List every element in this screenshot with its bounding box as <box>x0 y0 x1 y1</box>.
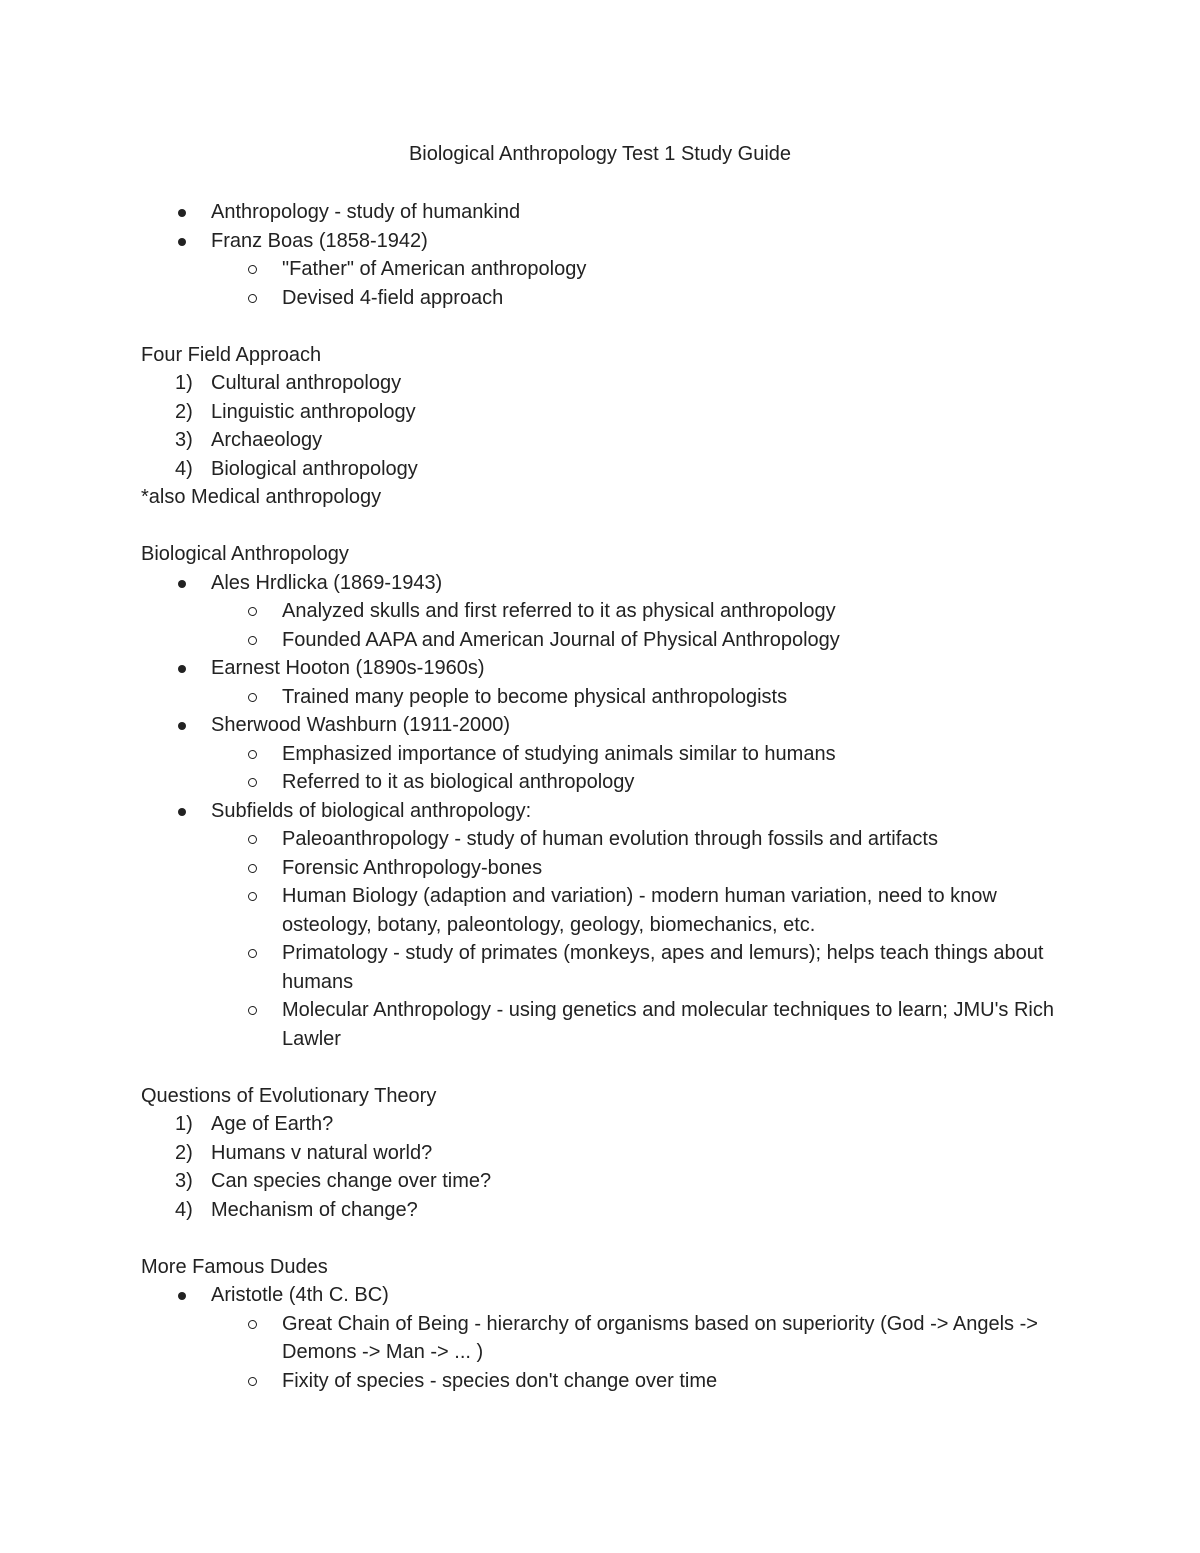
sub-list-item <box>141 626 1081 655</box>
list-item <box>141 711 1081 740</box>
sub-list-item <box>141 1367 1081 1396</box>
sub-list-item <box>141 825 1081 854</box>
sub-list-item-text: Analyzed skulls and first referred to it as physical anthropology <box>282 600 836 622</box>
section-heading: Questions of Evolutionary Theory <box>141 1084 437 1107</box>
section-heading: Four Field Approach <box>141 343 322 366</box>
sub-list-item <box>141 882 1081 939</box>
sub-list-item <box>141 597 1081 626</box>
circle-bullet-icon <box>248 778 257 787</box>
circle-bullet-icon <box>248 1320 257 1329</box>
document-title: Biological Anthropology Test 1 Study Guide <box>408 143 792 165</box>
sub-list-item-text: Primatology - study of primates (monkeys, apes and lemurs); helps teach things about humans <box>282 942 1044 993</box>
sub-list-item <box>141 255 1081 284</box>
section-note: *also Medical anthropology <box>141 486 382 508</box>
circle-bullet-icon <box>248 892 257 901</box>
numbered-item-text: Humans v natural world? <box>211 1141 433 1164</box>
list-item-text: Aristotle (4th C. BC) <box>211 1284 389 1306</box>
sub-list-item-text: Forensic Anthropology-bones <box>282 856 543 879</box>
item-number: 3) <box>175 1170 193 1192</box>
sub-list-item-text: "Father" of American anthropology <box>282 258 587 280</box>
numbered-item-text: Linguistic anthropology <box>211 400 416 423</box>
bullet-icon <box>178 580 186 588</box>
document-body <box>141 198 1081 1395</box>
item-number: 1) <box>175 372 193 394</box>
numbered-item <box>141 1110 1081 1139</box>
sub-list-item-text: Referred to it as biological anthropology <box>282 771 635 793</box>
bullet-icon <box>178 665 186 673</box>
sub-list-item <box>141 768 1081 797</box>
numbered-item-text: Age of Earth? <box>211 1113 334 1135</box>
numbered-item-text: Archaeology <box>211 429 323 451</box>
numbered-item <box>141 369 1081 398</box>
list-item-text: Sherwood Washburn (1911-2000) <box>211 714 511 736</box>
list-item <box>141 198 1081 227</box>
sub-list-item <box>141 284 1081 313</box>
circle-bullet-icon <box>248 607 257 616</box>
circle-bullet-icon <box>248 949 257 958</box>
sub-list-item-text: Molecular Anthropology - using genetics and molecular techniques to learn; JMU's Rich Lawler <box>282 999 1054 1050</box>
sub-list-item <box>141 996 1081 1053</box>
bullet-icon <box>178 209 186 217</box>
sub-list-item <box>141 854 1081 883</box>
circle-bullet-icon <box>248 636 257 645</box>
numbered-item-text: Can species change over time? <box>211 1170 492 1192</box>
numbered-item <box>141 455 1081 484</box>
bullet-icon <box>178 808 186 816</box>
numbered-item <box>141 1196 1081 1225</box>
numbered-item <box>141 398 1081 427</box>
circle-bullet-icon <box>248 294 257 303</box>
numbered-item <box>141 426 1081 455</box>
list-item <box>141 1281 1081 1310</box>
sub-list-item-text: Devised 4-field approach <box>282 286 504 309</box>
sub-list-item <box>141 683 1081 712</box>
sub-list-item-text: Human Biology (adaption and variation) - modern human variation, need to know osteology, botany, paleontology, geology, biomechanics, etc. <box>282 885 997 936</box>
list-item <box>141 797 1081 826</box>
item-number: 2) <box>175 1141 193 1164</box>
section-heading: More Famous Dudes <box>141 1255 328 1278</box>
sub-list-item-text: Fixity of species - species don't change over time <box>282 1369 718 1392</box>
numbered-item-text: Cultural anthropology <box>211 372 402 394</box>
numbered-item <box>141 1167 1081 1196</box>
bullet-icon <box>178 722 186 730</box>
circle-bullet-icon <box>248 864 257 873</box>
item-number: 1) <box>175 1113 193 1135</box>
circle-bullet-icon <box>248 1006 257 1015</box>
circle-bullet-icon <box>248 750 257 759</box>
numbered-item-text: Mechanism of change? <box>211 1198 418 1221</box>
circle-bullet-icon <box>248 693 257 702</box>
numbered-item <box>141 1139 1081 1168</box>
list-item-text: Franz Boas (1858-1942) <box>211 229 428 252</box>
sub-list-item-text: Paleoanthropology - study of human evolution through fossils and artifacts <box>282 828 938 850</box>
list-item <box>141 227 1081 256</box>
sub-list-item <box>141 740 1081 769</box>
item-number: 2) <box>175 400 193 423</box>
list-item-text: Anthropology - study of humankind <box>211 201 521 223</box>
item-number: 3) <box>175 429 193 451</box>
list-item-text: Earnest Hooton (1890s-1960s) <box>211 657 485 679</box>
circle-bullet-icon <box>248 1377 257 1386</box>
list-item-text: Ales Hrdlicka (1869-1943) <box>211 571 443 594</box>
list-item-text: Subfields of biological anthropology: <box>211 799 532 822</box>
item-number: 4) <box>175 457 193 480</box>
section-heading: Biological Anthropology <box>141 543 349 565</box>
sub-list-item <box>141 1310 1081 1367</box>
list-item <box>141 654 1081 683</box>
circle-bullet-icon <box>248 835 257 844</box>
sub-list-item-text: Great Chain of Being - hierarchy of organisms based on superiority (God -> Angels -> Demons -> Man -> ... ) <box>282 1312 1038 1363</box>
sub-list-item-text: Emphasized importance of studying animals similar to humans <box>282 742 836 765</box>
item-number: 4) <box>175 1198 193 1221</box>
sub-list-item-text: Trained many people to become physical anthropologists <box>282 685 788 708</box>
sub-list-item <box>141 939 1081 996</box>
bullet-icon <box>178 238 186 246</box>
list-item <box>141 569 1081 598</box>
bullet-icon <box>178 1292 186 1300</box>
numbered-item-text: Biological anthropology <box>211 457 418 480</box>
sub-list-item-text: Founded AAPA and American Journal of Physical Anthropology <box>282 628 840 651</box>
circle-bullet-icon <box>248 265 257 274</box>
